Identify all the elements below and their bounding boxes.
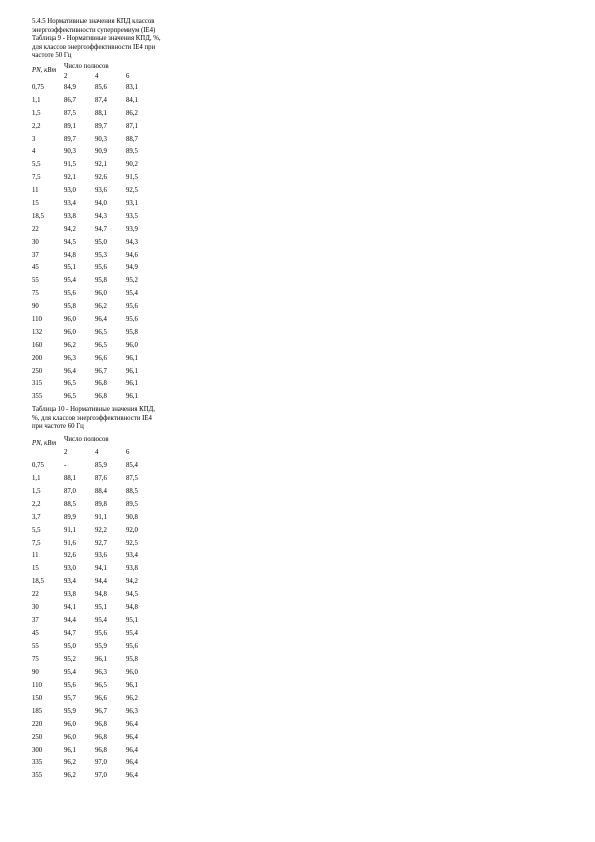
pole-header: 2	[64, 72, 68, 80]
poles-header: Число полюсов	[64, 62, 109, 70]
table-row	[32, 316, 157, 329]
power-cell: 5,5	[32, 161, 41, 169]
efficiency-cell: 94,9	[126, 264, 138, 272]
efficiency-cell: 95,2	[64, 655, 76, 663]
efficiency-cell: 93,4	[64, 578, 76, 586]
efficiency-cell: 95,8	[95, 277, 107, 285]
efficiency-cell: 94,1	[64, 604, 76, 612]
efficiency-cell: 94,2	[126, 578, 138, 586]
table-row	[32, 393, 157, 406]
efficiency-cell: 96,8	[95, 720, 107, 728]
efficiency-cell: 95,6	[95, 630, 107, 638]
table-10	[32, 436, 157, 785]
section-heading: 5.4.5 Нормативные значения КПД классов энергоэффективности суперпремиум (IE4)	[32, 18, 156, 34]
efficiency-cell: 95,8	[126, 328, 138, 336]
efficiency-cell: 96,2	[64, 341, 76, 349]
efficiency-cell: 96,4	[95, 316, 107, 323]
efficiency-cell: 86,7	[64, 96, 76, 104]
efficiency-cell: 89,1	[64, 122, 76, 130]
efficiency-cell: 95,1	[64, 264, 76, 272]
efficiency-cell: 92,5	[126, 187, 138, 195]
efficiency-cell: -	[64, 461, 67, 469]
efficiency-cell: 96,6	[95, 694, 107, 702]
efficiency-cell: 95,4	[64, 277, 76, 285]
efficiency-cell: 94,0	[95, 199, 107, 207]
table-row	[32, 514, 157, 527]
power-cell: 3	[32, 135, 36, 143]
table-9	[32, 63, 157, 406]
efficiency-cell: 89,7	[64, 135, 76, 143]
efficiency-cell: 93,4	[64, 199, 76, 207]
table-row	[32, 303, 157, 316]
power-cell: 250	[32, 733, 43, 741]
power-cell: 1,1	[32, 474, 41, 482]
efficiency-cell: 92,6	[95, 174, 107, 182]
efficiency-cell: 96,1	[126, 367, 138, 375]
pn-header: PN, кВт	[32, 440, 57, 448]
power-cell: 150	[32, 694, 43, 702]
efficiency-cell: 92,5	[126, 539, 138, 547]
pole-header: 6	[126, 72, 130, 80]
table-row	[32, 565, 157, 578]
table-row	[32, 342, 157, 355]
efficiency-cell: 87,6	[95, 474, 107, 482]
efficiency-cell: 94,8	[64, 251, 76, 259]
power-cell: 45	[32, 264, 39, 272]
table-row	[32, 368, 157, 381]
efficiency-cell: 94,7	[64, 630, 76, 638]
power-cell: 132	[32, 328, 43, 336]
efficiency-cell: 95,1	[95, 604, 107, 612]
efficiency-cell: 88,1	[95, 109, 107, 117]
efficiency-cell: 96,6	[95, 354, 107, 362]
efficiency-cell: 93,8	[126, 565, 138, 573]
table-row	[32, 277, 157, 290]
table-row	[32, 540, 157, 553]
efficiency-cell: 95,2	[126, 277, 138, 285]
table-row	[32, 290, 157, 303]
power-cell: 22	[32, 225, 39, 233]
table-row	[32, 591, 157, 604]
power-cell: 2,2	[32, 500, 41, 508]
efficiency-cell: 96,1	[126, 380, 138, 388]
efficiency-cell: 90,3	[64, 148, 76, 156]
efficiency-cell: 83,1	[126, 83, 138, 91]
efficiency-cell: 94,8	[126, 604, 138, 612]
power-cell: 2,2	[32, 122, 41, 130]
table-row	[32, 630, 157, 643]
table-row	[32, 252, 157, 265]
efficiency-cell: 96,8	[95, 393, 107, 401]
efficiency-cell: 91,5	[126, 174, 138, 182]
efficiency-cell: 96,0	[64, 328, 76, 336]
efficiency-cell: 95,3	[95, 251, 107, 259]
table-row	[32, 772, 157, 785]
table-row	[32, 264, 157, 277]
power-cell: 15	[32, 199, 39, 207]
table-row	[32, 604, 157, 617]
efficiency-cell: 94,4	[95, 578, 107, 586]
efficiency-cell: 92,6	[64, 552, 76, 560]
efficiency-cell: 96,0	[64, 720, 76, 728]
efficiency-cell: 91,6	[64, 539, 76, 547]
efficiency-cell: 96,2	[64, 759, 76, 767]
power-cell: 1,5	[32, 109, 41, 117]
pole-header: 2	[64, 448, 68, 456]
efficiency-cell: 95,7	[64, 694, 76, 702]
efficiency-cell: 95,9	[95, 643, 107, 651]
efficiency-cell: 89,5	[126, 500, 138, 508]
efficiency-cell: 91,1	[95, 513, 107, 521]
table-row	[32, 552, 157, 565]
power-cell: 220	[32, 720, 43, 728]
efficiency-cell: 87,5	[126, 474, 138, 482]
table-row	[32, 200, 157, 213]
power-cell: 30	[32, 238, 39, 246]
efficiency-cell: 96,5	[95, 328, 107, 336]
efficiency-cell: 93,0	[64, 565, 76, 573]
efficiency-cell: 95,6	[126, 303, 138, 311]
power-cell: 11	[32, 187, 39, 195]
efficiency-cell: 85,9	[95, 461, 107, 469]
efficiency-cell: 94,7	[95, 225, 107, 233]
table-row	[32, 161, 157, 174]
power-cell: 75	[32, 290, 39, 298]
document-page	[32, 18, 332, 785]
table-10-caption: Таблица 10 - Нормативные значения КПД, %, для классов энергоэффективности IE4 при частоте 60 Гц	[32, 406, 155, 431]
efficiency-cell: 96,0	[64, 316, 76, 323]
table-row	[32, 148, 157, 161]
table-10-body	[32, 436, 157, 785]
efficiency-cell: 95,9	[64, 707, 76, 715]
power-cell: 22	[32, 591, 39, 599]
efficiency-cell: 96,8	[95, 380, 107, 388]
efficiency-cell: 93,1	[126, 199, 138, 207]
table-row	[32, 488, 157, 501]
power-cell: 18,5	[32, 212, 44, 220]
efficiency-cell: 92,7	[95, 539, 107, 547]
efficiency-cell: 97,0	[95, 759, 107, 767]
efficiency-cell: 96,5	[64, 393, 76, 401]
efficiency-cell: 96,2	[126, 694, 138, 702]
efficiency-cell: 96,4	[126, 746, 138, 754]
efficiency-cell: 95,4	[64, 668, 76, 676]
power-cell: 90	[32, 303, 39, 311]
power-cell: 75	[32, 655, 39, 663]
efficiency-cell: 96,0	[64, 733, 76, 741]
efficiency-cell: 96,4	[64, 367, 76, 375]
efficiency-cell: 88,5	[64, 500, 76, 508]
efficiency-cell: 89,9	[64, 513, 76, 521]
efficiency-cell: 95,0	[64, 643, 76, 651]
efficiency-cell: 95,4	[126, 290, 138, 298]
power-cell: 250	[32, 367, 43, 375]
efficiency-cell: 92,2	[95, 526, 107, 534]
efficiency-cell: 92,1	[95, 161, 107, 169]
efficiency-cell: 96,4	[126, 733, 138, 741]
efficiency-cell: 95,1	[126, 617, 138, 625]
efficiency-cell: 87,1	[126, 122, 138, 130]
table-row	[32, 329, 157, 342]
power-cell: 4	[32, 148, 36, 156]
pole-header: 4	[95, 72, 99, 80]
table-row	[32, 123, 157, 136]
efficiency-cell: 96,3	[95, 668, 107, 676]
efficiency-cell: 91,1	[64, 526, 76, 534]
table-row	[32, 708, 157, 721]
table-header-row	[32, 63, 157, 73]
efficiency-cell: 96,2	[95, 303, 107, 311]
table-9-caption: Таблица 9 - Нормативные значения КПД, %, для классов энергоэффективности IE4 при частоте 50 Гц	[32, 35, 161, 60]
efficiency-cell: 85,6	[95, 83, 107, 91]
efficiency-cell: 93,8	[64, 212, 76, 220]
efficiency-cell: 96,1	[126, 354, 138, 362]
efficiency-cell: 94,3	[95, 212, 107, 220]
power-cell: 185	[32, 707, 43, 715]
efficiency-cell: 94,2	[64, 225, 76, 233]
efficiency-cell: 96,7	[95, 367, 107, 375]
efficiency-cell: 88,5	[126, 487, 138, 495]
table-row	[32, 527, 157, 540]
efficiency-cell: 95,6	[64, 681, 76, 689]
power-cell: 110	[32, 681, 42, 689]
efficiency-cell: 96,4	[126, 759, 138, 767]
pole-header: 4	[95, 448, 99, 456]
table-row	[32, 380, 157, 393]
table-row	[32, 136, 157, 149]
efficiency-cell: 95,8	[126, 655, 138, 663]
table-row	[32, 669, 157, 682]
efficiency-cell: 96,3	[64, 354, 76, 362]
efficiency-cell: 88,7	[126, 135, 138, 143]
table-row	[32, 213, 157, 226]
efficiency-cell: 90,8	[126, 513, 138, 521]
efficiency-cell: 95,4	[126, 630, 138, 638]
table-row	[32, 617, 157, 630]
efficiency-cell: 89,8	[95, 500, 107, 508]
efficiency-cell: 95,8	[64, 303, 76, 311]
efficiency-cell: 90,3	[95, 135, 107, 143]
efficiency-cell: 91,5	[64, 161, 76, 169]
table-row	[32, 187, 157, 200]
efficiency-cell: 94,4	[64, 617, 76, 625]
efficiency-cell: 84,1	[126, 96, 138, 104]
power-cell: 160	[32, 341, 43, 349]
efficiency-cell: 96,1	[126, 681, 138, 689]
efficiency-cell: 96,5	[95, 681, 107, 689]
efficiency-cell: 97,0	[95, 772, 107, 780]
efficiency-cell: 94,5	[126, 591, 138, 599]
efficiency-cell: 87,0	[64, 487, 76, 495]
efficiency-cell: 96,0	[126, 668, 138, 676]
efficiency-cell: 88,4	[95, 487, 107, 495]
table-row	[32, 97, 157, 110]
efficiency-cell: 96,4	[126, 772, 138, 780]
power-cell: 1,1	[32, 96, 41, 104]
efficiency-cell: 96,3	[126, 707, 138, 715]
power-cell: 335	[32, 759, 43, 767]
efficiency-cell: 86,2	[126, 109, 138, 117]
power-cell: 15	[32, 565, 39, 573]
efficiency-cell: 90,9	[95, 148, 107, 156]
efficiency-cell: 88,1	[64, 474, 76, 482]
table-row	[32, 174, 157, 187]
efficiency-cell: 94,6	[126, 251, 138, 259]
efficiency-cell: 96,5	[95, 341, 107, 349]
power-cell: 30	[32, 604, 39, 612]
power-cell: 355	[32, 393, 43, 401]
table-row	[32, 239, 157, 252]
efficiency-cell: 96,0	[126, 341, 138, 349]
efficiency-cell: 87,4	[95, 96, 107, 104]
power-cell: 55	[32, 643, 39, 651]
efficiency-cell: 84,9	[64, 83, 76, 91]
table-row	[32, 682, 157, 695]
table-row	[32, 721, 157, 734]
efficiency-cell: 94,5	[64, 238, 76, 246]
efficiency-cell: 87,5	[64, 109, 76, 117]
efficiency-cell: 96,0	[95, 290, 107, 298]
efficiency-cell: 92,0	[126, 526, 138, 534]
efficiency-cell: 89,7	[95, 122, 107, 130]
efficiency-cell: 95,0	[95, 238, 107, 246]
power-cell: 315	[32, 380, 43, 388]
power-cell: 5,5	[32, 526, 41, 534]
efficiency-cell: 94,1	[95, 565, 107, 573]
power-cell: 55	[32, 277, 39, 285]
efficiency-cell: 93,0	[64, 187, 76, 195]
power-cell: 1,5	[32, 487, 41, 495]
efficiency-cell: 93,8	[64, 591, 76, 599]
efficiency-cell: 93,6	[95, 552, 107, 560]
table-row	[32, 110, 157, 123]
power-cell: 90	[32, 668, 39, 676]
table-header-row	[32, 436, 157, 449]
power-cell: 11	[32, 552, 39, 560]
power-cell: 0,75	[32, 83, 44, 91]
table-row	[32, 578, 157, 591]
efficiency-cell: 94,8	[95, 591, 107, 599]
power-cell: 37	[32, 251, 39, 259]
efficiency-cell: 96,1	[95, 655, 107, 663]
efficiency-cell: 93,5	[126, 212, 138, 220]
efficiency-cell: 95,6	[95, 264, 107, 272]
table-row	[32, 695, 157, 708]
table-row	[32, 475, 157, 488]
efficiency-cell: 90,2	[126, 161, 138, 169]
table-row	[32, 656, 157, 669]
pole-header: 6	[126, 448, 130, 456]
efficiency-cell: 96,2	[64, 772, 76, 780]
table-9-body	[32, 63, 157, 406]
power-cell: 110	[32, 316, 42, 323]
table-row	[32, 462, 157, 475]
power-cell: 300	[32, 746, 43, 754]
efficiency-cell: 85,4	[126, 461, 138, 469]
power-cell: 37	[32, 617, 39, 625]
table-row	[32, 501, 157, 514]
efficiency-cell: 96,4	[126, 720, 138, 728]
efficiency-cell: 96,1	[126, 393, 138, 401]
power-cell: 0,75	[32, 461, 44, 469]
power-cell: 3,7	[32, 513, 41, 521]
table-row	[32, 84, 157, 97]
efficiency-cell: 96,8	[95, 733, 107, 741]
power-cell: 18,5	[32, 578, 44, 586]
efficiency-cell: 96,8	[95, 746, 107, 754]
power-cell: 7,5	[32, 174, 41, 182]
table-row	[32, 759, 157, 772]
power-cell: 355	[32, 772, 43, 780]
power-cell: 45	[32, 630, 39, 638]
table-row	[32, 643, 157, 656]
efficiency-cell: 95,6	[126, 643, 138, 651]
power-cell: 7,5	[32, 539, 41, 547]
table-row	[32, 747, 157, 760]
power-cell: 200	[32, 354, 43, 362]
efficiency-cell: 96,7	[95, 707, 107, 715]
efficiency-cell: 89,5	[126, 148, 138, 156]
efficiency-cell: 93,9	[126, 225, 138, 233]
table-row	[32, 355, 157, 368]
efficiency-cell: 92,1	[64, 174, 76, 182]
efficiency-cell: 93,4	[126, 552, 138, 560]
efficiency-cell: 95,6	[126, 316, 138, 323]
efficiency-cell: 93,6	[95, 187, 107, 195]
table-row	[32, 734, 157, 747]
efficiency-cell: 94,3	[126, 238, 138, 246]
pn-header: PN, кВт	[32, 66, 57, 74]
efficiency-cell: 96,5	[64, 380, 76, 388]
efficiency-cell: 95,4	[95, 617, 107, 625]
poles-header: Число полюсов	[64, 436, 109, 444]
table-row	[32, 226, 157, 239]
efficiency-cell: 95,6	[64, 290, 76, 298]
efficiency-cell: 96,1	[64, 746, 76, 754]
